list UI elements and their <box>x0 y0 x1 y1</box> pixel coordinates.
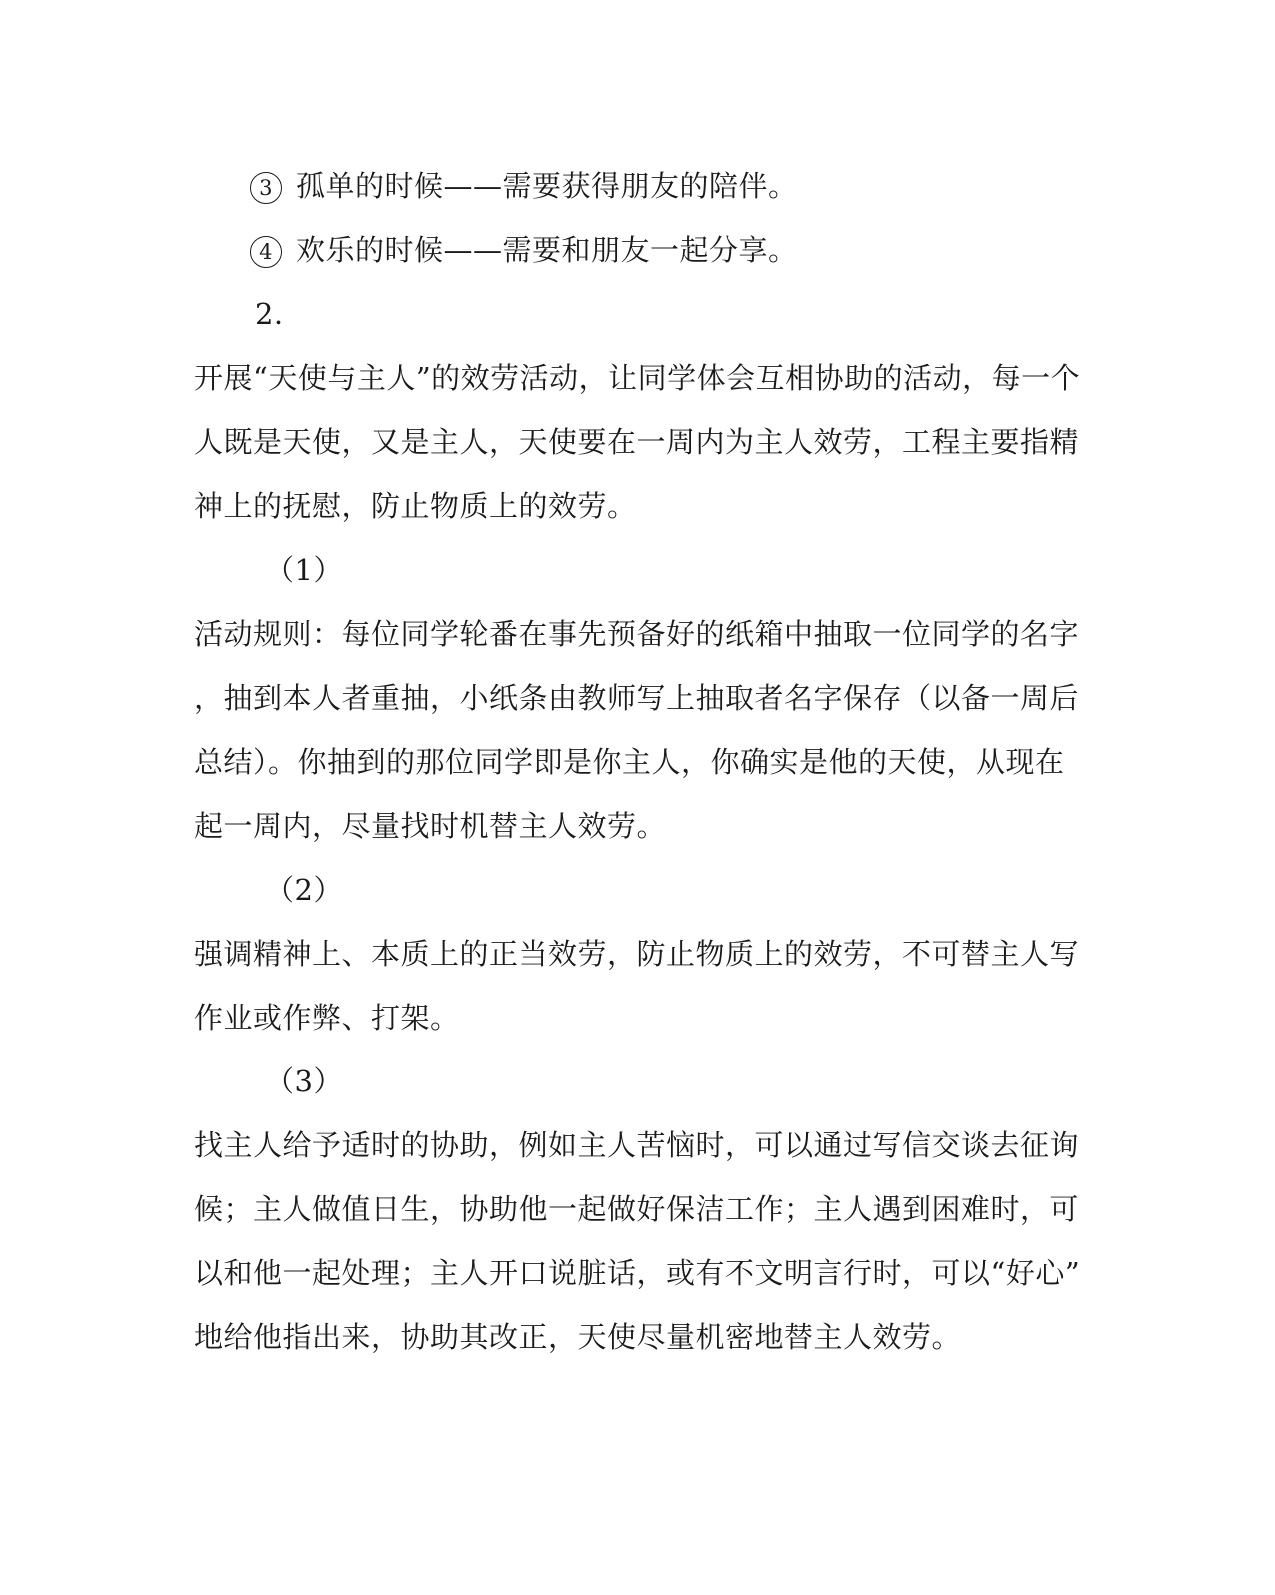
list-item-4 <box>250 232 1120 268</box>
circled-number-4: 4 <box>250 236 282 268</box>
paragraph-line: 候；主人做值日生，协助他一起做好保洁工作；主人遇到困难时，可 <box>194 1192 1080 1226</box>
paragraph-line: 找主人给予适时的协助，例如主人苦恼时，可以通过写信交谈去征询 <box>194 1128 1080 1162</box>
subitem-3-label: （3） <box>265 1064 343 1098</box>
paragraph-line: 以和他一起处理；主人开口说脏话，或有不文明言行时，可以“好心” <box>194 1256 1081 1290</box>
list-item-4-text: 欢乐的时候——需要和朋友一起分享。 <box>296 233 798 267</box>
paragraph-line: 地给他指出来，协助其改正，天使尽量机密地替主人效劳。 <box>194 1320 962 1354</box>
list-item-3-text: 孤单的时候——需要获得朋友的陪伴。 <box>296 169 798 203</box>
paragraph-line: 开展“天使与主人”的效劳活动，让同学体会互相协助的活动，每一个 <box>194 361 1081 395</box>
paragraph-line: 总结）。你抽到的那位同学即是你主人，你确实是他的天使，从现在 <box>194 745 1065 779</box>
paragraph-line: 起一周内，尽量找时机替主人效劳。 <box>194 809 667 843</box>
paragraph-line: 活动规则：每位同学轮番在事先预备好的纸箱中抽取一位同学的名字 <box>194 617 1080 651</box>
list-item-3 <box>250 168 1120 204</box>
paragraph-line: ，抽到本人者重抽，小纸条由教师写上抽取者名字保存（以备一周后 <box>194 681 1080 715</box>
subitem-1-label: （1） <box>265 553 343 587</box>
subitem-2-label: （2） <box>265 873 343 907</box>
paragraph-line: 神上的抚慰，防止物质上的效劳。 <box>194 489 637 523</box>
paragraph-line: 作业或作弊、打架。 <box>194 1001 460 1035</box>
section-2-number: 2． <box>255 297 304 331</box>
paragraph-line: 人既是天使，又是主人，天使要在一周内为主人效劳，工程主要指精 <box>194 425 1080 459</box>
circled-number-3: 3 <box>250 172 282 204</box>
paragraph-line: 强调精神上、本质上的正当效劳，防止物质上的效劳，不可替主人写 <box>194 937 1080 971</box>
